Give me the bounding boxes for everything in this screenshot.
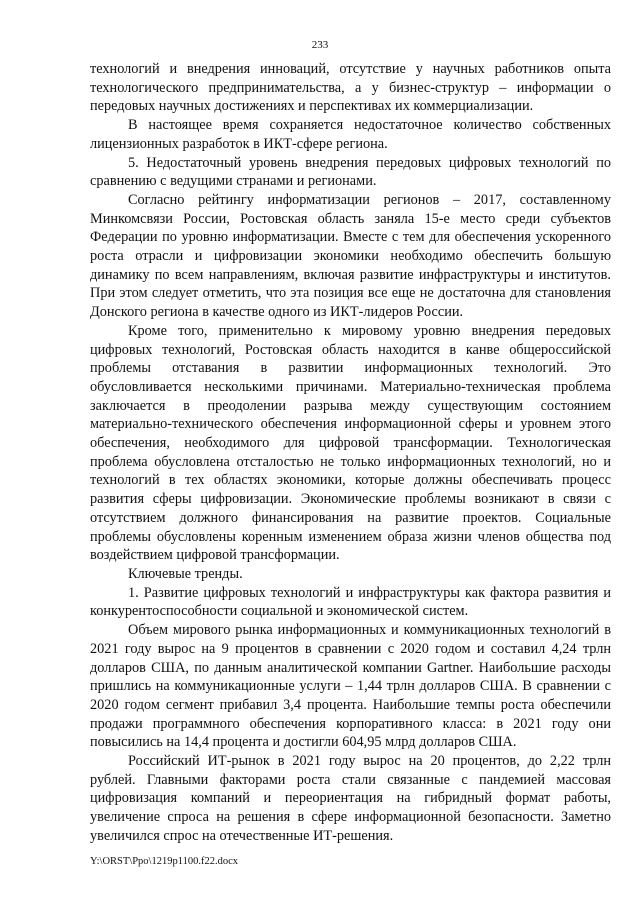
file-path-footer: Y:\ORST\Ppo\1219p1100.f22.docx xyxy=(90,856,238,867)
paragraph: технологий и внедрения инноваций, отсутствие у научных работников опыта технологического предпринимательства, а у бизнес-структур – информации о передовых научных достижениях и перспективах их коммерциализации. xyxy=(90,61,611,115)
paragraph: 5. Недостаточный уровень внедрения передовых цифровых технологий по сравнению с ведущими странами и регионами. xyxy=(90,154,611,190)
paragraph: Согласно рейтингу информатизации регионов – 2017, составленному Минкомсвязи России, Ростовская область заняла 15-е место среди субъектов Федерации по уровню информатизации. Вместе с тем для обеспечения ускоренного роста отрасли и цифровизации экономики необходимо обеспечить большую динамику по всем направлениям, включая развитие инфраструктуры и институтов. При этом следует отметить, что эта позиция все еще не достаточна для становления Донского региона в качестве одного из ИКТ-лидеров России. xyxy=(90,191,611,321)
document-body xyxy=(90,60,611,846)
paragraph: Объем мирового рынка информационных и коммуникационных технологий в 2021 году вырос на 9 процентов в сравнении с 2020 годом и составил 4,24 трлн долларов США, по данным аналитической компании Gartner. Наибольшие расходы пришлись на коммуникационные услуги – 1,44 трлн долларов США. В сравнении с 2020 годом сегмент прибавил 3,4 процента. Наибольшие темпы роста обеспечили продажи программного обеспечения корпоративного класса: в 2021 году они повысились на 14,4 процента и достигли 604,95 млрд долларов США. xyxy=(90,622,611,751)
paragraph: Российский ИТ-рынок в 2021 году вырос на 20 процентов, до 2,22 трлн рублей. Главными факторами роста стали связанные с пандемией массовая цифровизация компаний и переориентация на гибридный формат работы, увеличение спроса на решения в сфере информационной безопасности. Заметно увеличился спрос на отечественные ИТ-решения. xyxy=(90,753,611,844)
paragraph: 1. Развитие цифровых технологий и инфраструктуры как фактора развития и конкурентоспособности социальной и экономической систем. xyxy=(90,584,611,620)
paragraph: В настоящее время сохраняется недостаточное количество собственных лицензионных разработок в ИКТ-сфере региона. xyxy=(90,117,611,152)
page-number: 233 xyxy=(311,39,329,51)
section-heading: Ключевые тренды. xyxy=(128,565,243,582)
paragraph: Кроме того, применительно к мировому уровню внедрения передовых цифровых технологий, Ростовская область находится в канве общероссийской проблемы отставания в развитии информационных технологий. Это обусловливается несколькими причинами. Материально-техническая проблема заключается в преодолении разрыва между существующим состоянием материально-технического обеспечения информационной сферы и уровнем этого обеспечения, необходимого для цифровой трансформации. Технологическая проблема обусловлена отсталостью не только информационных технологий, но и технологий в тех областях экономики, которые должны обеспечивать процесс развития сферы цифровизации. Экономические проблемы возникают в связи с отсутствием должного финансирования на развитие проектов. Социальные проблемы обусловлены коренным изменением образа жизни членов общества под воздействием цифровой трансформации. xyxy=(90,322,611,564)
